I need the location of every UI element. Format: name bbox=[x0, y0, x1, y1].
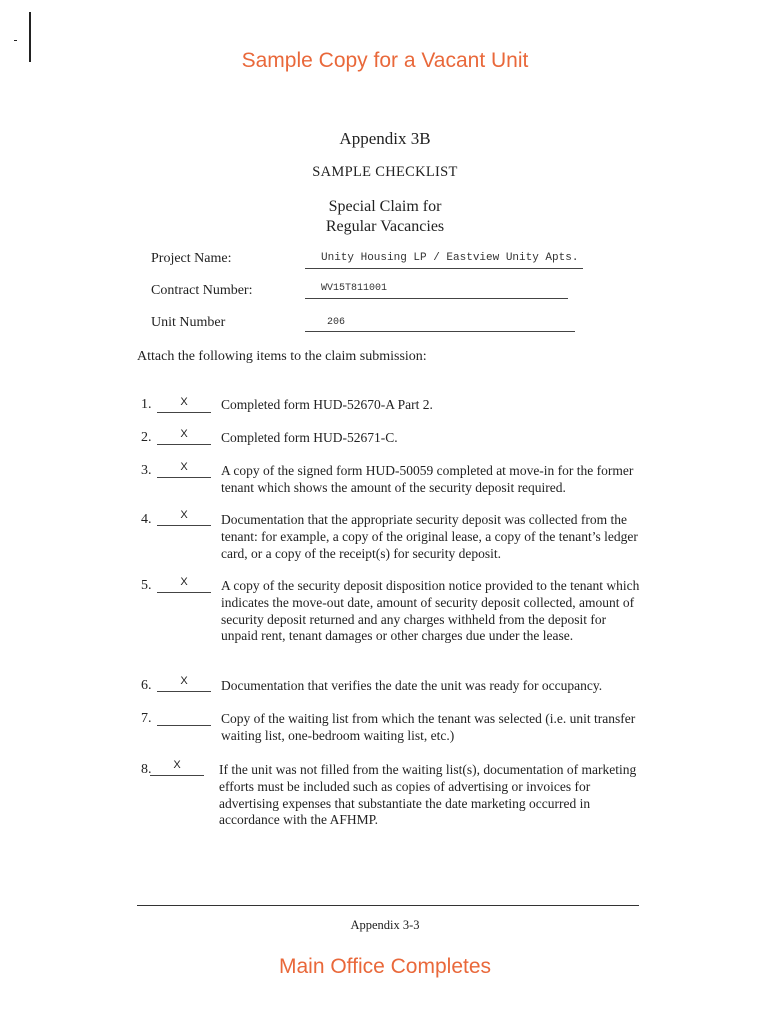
item-checkbox[interactable]: X bbox=[157, 428, 211, 445]
item-text: Documentation that verifies the date the unit was ready for occupancy. bbox=[221, 678, 603, 693]
item-text: A copy of the security deposit disposition notice provided to the tenant which indicates the move-out date, amount of security deposit collected, amount of security deposit returned and any charges withheld from the deposit for unpaid rent, tenant damages or other charges due under the lease. bbox=[221, 578, 640, 644]
item-number: 7. bbox=[141, 711, 152, 726]
project-name-value: Unity Housing LP / Eastview Unity Apts. bbox=[321, 252, 579, 264]
item-number: 4. bbox=[141, 512, 152, 527]
item-text: Completed form HUD-52671-C. bbox=[221, 430, 398, 445]
item-checkbox[interactable]: X bbox=[157, 396, 211, 413]
unit-number-label: Unit Number bbox=[151, 315, 226, 330]
claim-title-line1: Special Claim for bbox=[328, 198, 442, 215]
contract-number-value: WV15T811001 bbox=[321, 283, 388, 294]
project-name-label: Project Name: bbox=[151, 251, 232, 266]
unit-number-line bbox=[305, 313, 575, 332]
item-number: 5. bbox=[141, 578, 152, 593]
claim-title-line2: Regular Vacancies bbox=[325, 218, 445, 235]
item-checkbox[interactable]: X bbox=[157, 576, 211, 593]
item-checkbox[interactable]: X bbox=[157, 461, 211, 478]
item-text: Documentation that the appropriate security deposit was collected from the tenant: for example, a copy of the original lease, a copy of the tenant’s ledger card, or a copy of the receipt(s) for security deposit. bbox=[221, 512, 638, 561]
appendix-title: Appendix 3B bbox=[339, 129, 431, 148]
item-number: 1. bbox=[141, 397, 152, 412]
scan-dot bbox=[14, 40, 17, 41]
item-number: 2. bbox=[141, 430, 152, 445]
item-checkbox[interactable]: X bbox=[157, 675, 211, 692]
contract-number-label: Contract Number: bbox=[151, 283, 253, 298]
item-text: Copy of the waiting list from which the tenant was selected (i.e. unit transfer waiting list, one-bedroom waiting list, etc.) bbox=[221, 711, 636, 743]
item-checkbox[interactable] bbox=[157, 709, 211, 726]
item-number: 8. bbox=[141, 762, 152, 777]
footer-rule bbox=[137, 905, 639, 906]
banner-bottom: Main Office Completes bbox=[278, 955, 492, 978]
item-checkbox[interactable]: X bbox=[157, 509, 211, 526]
unit-number-value: 206 bbox=[327, 317, 346, 328]
item-text: Completed form HUD-52670-A Part 2. bbox=[221, 397, 433, 412]
item-number: 3. bbox=[141, 463, 152, 478]
footer-page-number: Appendix 3-3 bbox=[350, 918, 420, 932]
banner-top: Sample Copy for a Vacant Unit bbox=[241, 49, 529, 72]
item-text: If the unit was not filled from the waiting list(s), documentation of marketing efforts must be included such as copies of advertising or invoices for advertising expenses that substantiate the date marketing occurred in accordance with the AFHMP. bbox=[219, 762, 637, 828]
item-number: 6. bbox=[141, 678, 152, 693]
checklist-title: SAMPLE CHECKLIST bbox=[312, 164, 458, 180]
attach-instruction: Attach the following items to the claim submission: bbox=[137, 349, 427, 364]
item-checkbox[interactable]: X bbox=[150, 759, 204, 776]
item-text: A copy of the signed form HUD-50059 completed at move-in for the former tenant which shows the amount of the security deposit required. bbox=[221, 463, 634, 495]
